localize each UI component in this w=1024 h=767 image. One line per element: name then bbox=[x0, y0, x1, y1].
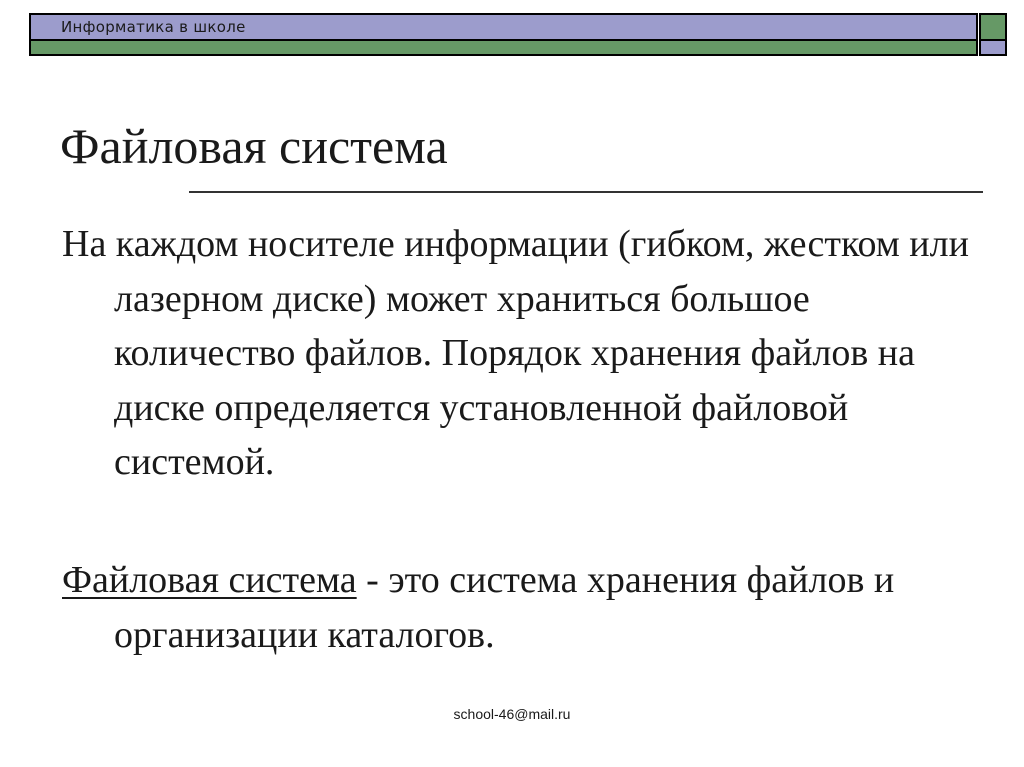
header-band bbox=[29, 13, 978, 41]
title-divider bbox=[189, 191, 983, 193]
header-corner-square-top bbox=[979, 13, 1007, 41]
defined-term: Файловая система bbox=[62, 559, 357, 601]
definition-text: - это система хранения файлов и организации каталогов. bbox=[114, 559, 895, 656]
slide-title: Файловая система bbox=[60, 118, 448, 174]
course-title: Информатика в школе bbox=[61, 18, 246, 36]
body-paragraph-definition bbox=[62, 553, 994, 662]
header-green-bar bbox=[29, 41, 978, 56]
footer-email: school-46@mail.ru bbox=[453, 706, 571, 722]
header-corner-square-bottom bbox=[979, 41, 1007, 56]
body-paragraph-storage: На каждом носителе информации (гибком, жестком или лазерном диске) может храниться большое количество файлов. Порядок хранения файлов на диске определяется установленной файловой системой. bbox=[62, 223, 969, 483]
